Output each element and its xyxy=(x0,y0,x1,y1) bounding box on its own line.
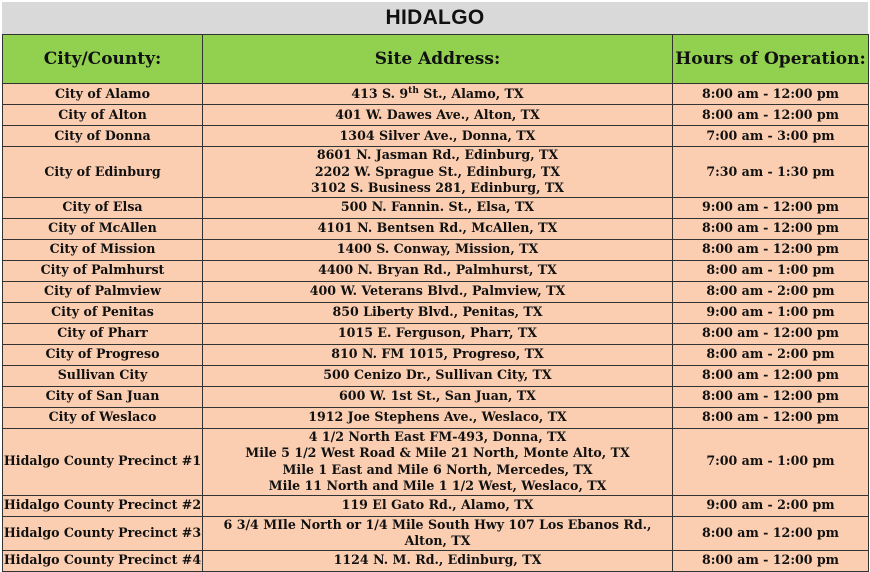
address-line: 4 1/2 North East FM-493, Donna, TX xyxy=(308,428,567,444)
address-line: Mile 5 1/2 West Road & Mile 21 North, Monte Alto, TX xyxy=(245,445,630,460)
address-cell xyxy=(203,495,673,516)
table-row xyxy=(3,407,869,428)
city-cell: Hidalgo County Precinct #4 xyxy=(3,550,203,571)
city-cell: City of Weslaco xyxy=(3,407,203,428)
city-cell: City of Palmhurst xyxy=(3,260,203,281)
city-cell: City of Elsa xyxy=(3,197,203,218)
hours-cell: 8:00 am - 12:00 pm xyxy=(673,407,869,428)
address-line: 119 El Gato Rd., Alamo, TX xyxy=(341,497,534,513)
address-cell xyxy=(203,218,673,239)
table-row xyxy=(3,428,869,495)
address-line: 600 W. 1st St., San Juan, TX xyxy=(339,388,536,404)
table-row xyxy=(3,218,869,239)
hours-cell: 8:00 am - 12:00 pm xyxy=(673,550,869,571)
city-cell: Hidalgo County Precinct #3 xyxy=(3,516,203,550)
hours-cell: 8:00 am - 12:00 pm xyxy=(673,365,869,386)
hours-cell: 8:00 am - 2:00 pm xyxy=(673,281,869,302)
hours-cell: 8:00 am - 2:00 pm xyxy=(673,344,869,365)
address-line: 500 N. Fannin. St., Elsa, TX xyxy=(340,199,535,215)
table-row xyxy=(3,323,869,344)
table-row xyxy=(3,386,869,407)
city-cell: City of San Juan xyxy=(3,386,203,407)
table-header-row xyxy=(3,35,869,84)
city-cell: City of Palmview xyxy=(3,281,203,302)
address-cell xyxy=(203,323,673,344)
address-line: 4400 N. Bryan Rd., Palmhurst, TX xyxy=(318,262,557,278)
address-cell xyxy=(203,516,673,550)
hours-cell: 8:00 am - 12:00 pm xyxy=(673,84,869,105)
table-row xyxy=(3,147,869,198)
header-address: Site Address: xyxy=(203,35,673,84)
header-hours: Hours of Operation: xyxy=(673,35,869,84)
address-cell xyxy=(203,344,673,365)
address-cell xyxy=(203,281,673,302)
city-cell: City of Donna xyxy=(3,126,203,147)
table-row xyxy=(3,516,869,550)
hours-cell: 8:00 am - 1:00 pm xyxy=(673,260,869,281)
hours-cell: 9:00 am - 2:00 pm xyxy=(673,495,869,516)
address-line: 8601 N. Jasman Rd., Edinburg, TX xyxy=(316,147,559,162)
city-cell: City of Edinburg xyxy=(3,147,203,198)
table-row xyxy=(3,239,869,260)
address-cell xyxy=(203,105,673,126)
hours-cell: 8:00 am - 12:00 pm xyxy=(673,239,869,260)
address-cell xyxy=(203,84,673,105)
table-row xyxy=(3,495,869,516)
city-cell: City of Penitas xyxy=(3,302,203,323)
address-cell xyxy=(203,197,673,218)
table-row xyxy=(3,84,869,105)
hours-cell: 8:00 am - 12:00 pm xyxy=(673,386,869,407)
table-row xyxy=(3,344,869,365)
address-line: 1304 Silver Ave., Donna, TX xyxy=(339,127,536,143)
address-line: 850 Liberty Blvd., Penitas, TX xyxy=(332,304,543,320)
address-line: 2202 W. Sprague St., Edinburg, TX xyxy=(314,163,561,179)
city-cell: City of Pharr xyxy=(3,323,203,344)
address-line: 1015 E. Ferguson, Pharr, TX xyxy=(337,325,538,341)
city-cell: Hidalgo County Precinct #1 xyxy=(3,428,203,495)
hours-cell: 8:00 am - 12:00 pm xyxy=(673,323,869,344)
table-row xyxy=(3,302,869,323)
address-cell xyxy=(203,239,673,260)
address-line: 1400 S. Conway, Mission, TX xyxy=(336,241,539,257)
hours-cell: 8:00 am - 12:00 pm xyxy=(673,105,869,126)
city-cell: City of McAllen xyxy=(3,218,203,239)
table-row xyxy=(3,197,869,218)
city-cell: City of Progreso xyxy=(3,344,203,365)
hours-cell: 8:00 am - 12:00 pm xyxy=(673,218,869,239)
address-cell xyxy=(203,365,673,386)
address-cell xyxy=(203,260,673,281)
table-row xyxy=(3,281,869,302)
hours-cell: 9:00 am - 1:00 pm xyxy=(673,302,869,323)
hours-cell: 9:00 am - 12:00 pm xyxy=(673,197,869,218)
address-line: 6 3/4 MIle North or 1/4 Mile South Hwy 107 Los Ebanos Rd., Alton, TX xyxy=(223,516,652,548)
hours-cell: 7:00 am - 1:00 pm xyxy=(673,428,869,495)
address-cell xyxy=(203,386,673,407)
address-line: 1124 N. M. Rd., Edinburg, TX xyxy=(333,552,542,568)
address-line: 401 W. Dawes Ave., Alton, TX xyxy=(335,106,540,122)
city-cell: Hidalgo County Precinct #2 xyxy=(3,495,203,516)
address-line: 4101 N. Bentsen Rd., McAllen, TX xyxy=(317,220,558,236)
table-body xyxy=(3,84,869,572)
address-line: 400 W. Veterans Blvd., Palmview, TX xyxy=(309,283,566,299)
table-row xyxy=(3,260,869,281)
hours-cell: 7:30 am - 1:30 pm xyxy=(673,147,869,198)
address-line: 3102 S. Business 281, Edinburg, TX xyxy=(311,180,564,195)
table-row xyxy=(3,365,869,386)
city-cell: City of Mission xyxy=(3,239,203,260)
address-cell xyxy=(203,407,673,428)
address-line: 1912 Joe Stephens Ave., Weslaco, TX xyxy=(308,409,567,425)
address-line: Mile 11 North and Mile 1 1/2 West, Weslaco, TX xyxy=(268,478,607,493)
address-line: 810 N. FM 1015, Progreso, TX xyxy=(331,346,544,362)
sites-table xyxy=(2,34,869,572)
address-cell xyxy=(203,126,673,147)
hours-cell: 7:00 am - 3:00 pm xyxy=(673,126,869,147)
table-row xyxy=(3,105,869,126)
city-cell: Sullivan City xyxy=(3,365,203,386)
city-cell: City of Alamo xyxy=(3,84,203,105)
table-row xyxy=(3,126,869,147)
address-line: 500 Cenizo Dr., Sullivan City, TX xyxy=(323,367,552,383)
city-cell: City of Alton xyxy=(3,105,203,126)
address-cell xyxy=(203,147,673,198)
address-line: Mile 1 East and Mile 6 North, Mercedes, TX xyxy=(282,461,593,477)
header-city: City/County: xyxy=(3,35,203,84)
address-line: 413 S. 9th St., Alamo, TX xyxy=(351,85,524,101)
address-cell xyxy=(203,302,673,323)
page-title: HIDALGO xyxy=(2,2,868,34)
hours-cell: 8:00 am - 12:00 pm xyxy=(673,516,869,550)
address-cell xyxy=(203,428,673,495)
